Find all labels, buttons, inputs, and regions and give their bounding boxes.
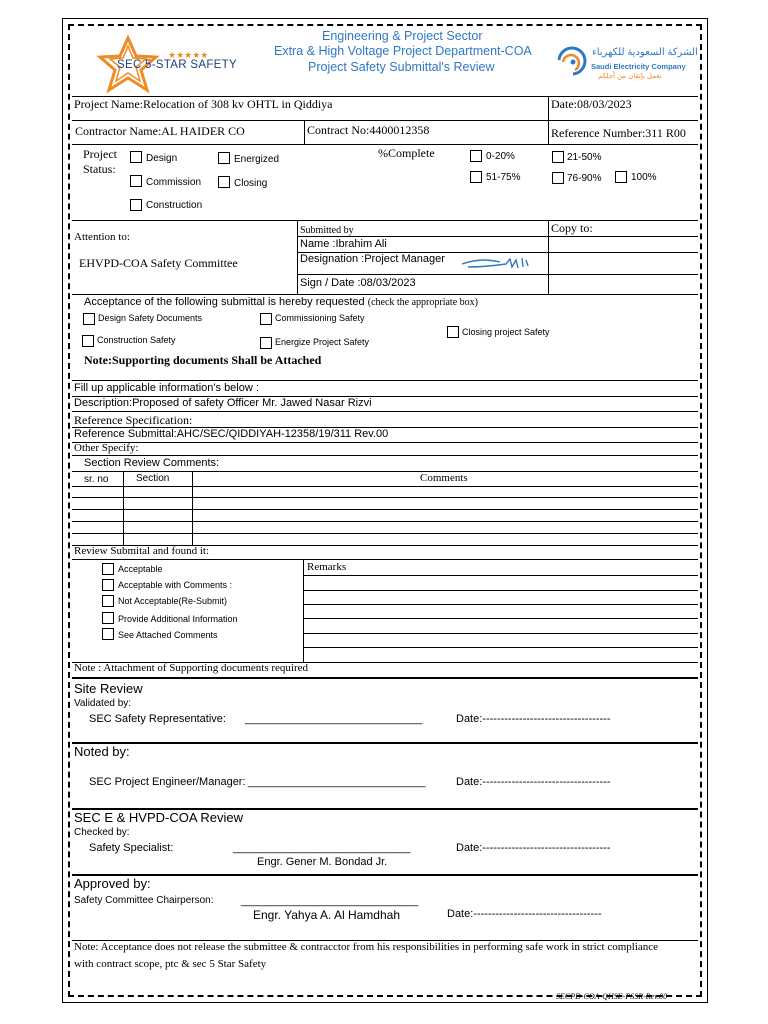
status-closing-label: Closing [234,178,268,189]
design-safety-docs-label: Design Safety Documents [98,313,203,323]
remarks-label: Remarks [307,561,347,573]
header-line-1: Engineering & Project Sector [322,29,483,43]
pct-0-20-label: 0-20% [486,151,515,162]
pct-100-checkbox[interactable] [615,171,627,183]
status-construction-checkbox[interactable] [130,199,142,211]
pct-51-75-label: 51-75% [486,172,521,183]
not-acceptable-checkbox[interactable] [102,595,114,607]
pct-100-label: 100% [631,172,657,183]
contract-number: Contract No:4400012358 [307,123,430,137]
status-commission-label: Commission [146,177,202,188]
pct-21-50-label: 21-50% [567,152,602,163]
percent-complete-label: %Complete [378,146,435,160]
form-date: Date:08/03/2023 [551,97,632,111]
see-attached-checkbox[interactable] [102,628,114,640]
energize-project-safety-label: Energize Project Safety [275,337,370,347]
design-safety-docs-checkbox[interactable] [83,313,95,325]
energize-project-safety-checkbox[interactable] [260,337,272,349]
attention-committee: EHVPD-COA Safety Committee [79,256,238,270]
acceptable-label: Acceptable [118,564,163,574]
project-name: Project Name:Relocation of 308 kv OHTL in Qiddiya [74,97,333,111]
pct-76-90-checkbox[interactable] [552,172,564,184]
acceptable-checkbox[interactable] [102,563,114,575]
page-title: Project Safety Submittal's Review [308,60,495,74]
table-row [72,533,698,534]
project-status-label-2: Status: [83,162,116,176]
svg-text:★★★★★: ★★★★★ [168,51,209,61]
attachment-note: Note : Attachment of Supporting documents required [74,662,309,674]
acceptable-with-comments-checkbox[interactable] [102,579,114,591]
chairperson-label: Safety Committee Chairperson: [74,895,214,906]
contractor-name: Contractor Name:AL HAIDER CO [75,124,245,138]
not-acceptable-label: Not Acceptable(Re-Submit) [118,596,228,606]
closing-project-safety-checkbox[interactable] [447,326,459,338]
company-name-english: Saudi Electricity Company [591,62,686,71]
status-commission-checkbox[interactable] [130,175,142,187]
status-energized-label: Energized [234,154,280,165]
safety-specialist-label: Safety Specialist: [89,842,174,854]
reference-number: Reference Number:311 R00 [551,126,686,140]
chairperson-signature-line[interactable]: _____________________________ [241,895,419,907]
approved-by-date[interactable]: Date:----------------------------------- [447,908,602,920]
sec-review-date[interactable]: Date:----------------------------------- [456,842,611,854]
additional-info-checkbox[interactable] [102,612,114,624]
status-construction-label: Construction [146,200,203,211]
pct-76-90-label: 76-90% [567,173,602,184]
description-field: Description:Proposed of safety Officer Mr. Jawed Nasar Rizvi [74,397,372,409]
pct-51-75-checkbox[interactable] [470,171,482,183]
status-energized-checkbox[interactable] [218,152,230,164]
status-design-checkbox[interactable] [130,151,142,163]
footer-note-line-2: with contract scope, ptc & sec 5 Star Safety [74,958,267,970]
checked-by-label: Checked by: [74,827,130,838]
construction-safety-checkbox[interactable] [82,335,94,347]
status-design-label: Design [146,153,178,164]
header-line-2: Extra & High Voltage Project Department-COA [274,44,532,58]
table-row [72,497,698,498]
noted-by-title: Noted by: [74,744,130,759]
col-header-comments: Comments [420,472,468,484]
status-closing-checkbox[interactable] [218,176,230,188]
attention-label: Attention to: [74,231,130,243]
sec-company-logo [553,40,589,80]
commissioning-safety-label: Commissioning Safety [275,313,365,323]
submitted-by-label: Submitted by [300,225,354,236]
table-row [72,509,698,510]
submitter-name: Name :Ibrahim Ali [300,238,387,250]
table-row [72,521,698,522]
see-attached-label: See Attached Comments [118,630,218,640]
commissioning-safety-checkbox[interactable] [260,313,272,325]
section-review-label: Section Review Comments: [84,457,220,469]
sec-review-title: SEC E & HVPD-COA Review [74,810,244,825]
signature-image [460,252,540,274]
pct-0-20-checkbox[interactable] [470,150,482,162]
closing-project-safety-label: Closing project Safety [462,327,550,337]
safety-specialist-name: Engr. Gener M. Bondad Jr. [257,856,388,868]
col-header-section: Section [136,473,170,484]
noted-by-date[interactable]: Date:----------------------------------- [456,776,611,788]
safety-specialist-signature-line[interactable]: _____________________________ [233,842,411,854]
footer-note-line-1: Note: Acceptance does not release the submittee & contracctor from his responsibilities in performing safe work in strict compliance [74,941,659,953]
acceptance-intro: Acceptance of the following submittal is hereby requested (check the appropriate box) [84,296,478,308]
logo-text: SEC 5-STAR SAFETY [117,59,237,71]
construction-safety-label: Construction Safety [97,335,176,345]
submitter-designation: Designation :Project Manager [300,253,445,265]
additional-info-label: Provide Additional Information [118,614,238,624]
company-name-arabic: الشركة السعودية للكهرباء [592,47,698,58]
reference-specification-field: Reference Specification: [74,413,193,427]
sign-date: Sign / Date :08/03/2023 [300,277,416,289]
col-header-srno: sr. no [84,474,109,485]
acceptable-with-comments-label: Acceptable with Comments : [118,580,233,590]
project-engineer-label: SEC Project Engineer/Manager: [89,776,246,788]
validated-by-label: Validated by: [74,698,132,709]
project-engineer-signature-line[interactable]: _____________________________ [248,776,426,788]
chairperson-name: Engr. Yahya A. Al Hamdhah [253,908,400,922]
fill-up-label: Fill up applicable information's below : [74,382,259,394]
site-review-title: Site Review [74,681,143,696]
site-review-date[interactable]: Date:----------------------------------- [456,713,611,725]
sec-safety-rep-signature-line[interactable]: _____________________________ [245,713,423,725]
reference-submittal-field: Reference Submittal:AHC/SEC/QIDDIYAH-12358/19/311 Rev.00 [74,428,389,440]
company-tagline: نعمل بإتقان من أجلكم [598,73,662,80]
review-title: Review Submital and found it: [74,545,210,557]
sec-safety-rep-label: SEC Safety Representative: [89,713,226,725]
approved-by-title: Approved by: [74,876,151,891]
pct-21-50-checkbox[interactable] [552,151,564,163]
other-specify-field: Other Specify: [74,442,139,454]
form-code: SECPD-COA-QHSE-PSSR-Rev.00 [556,992,668,1001]
supporting-documents-note: Note:Supporting documents Shall be Attached [84,353,322,367]
project-status-label-1: Project [83,147,117,161]
copy-to-label: Copy to: [551,221,593,235]
